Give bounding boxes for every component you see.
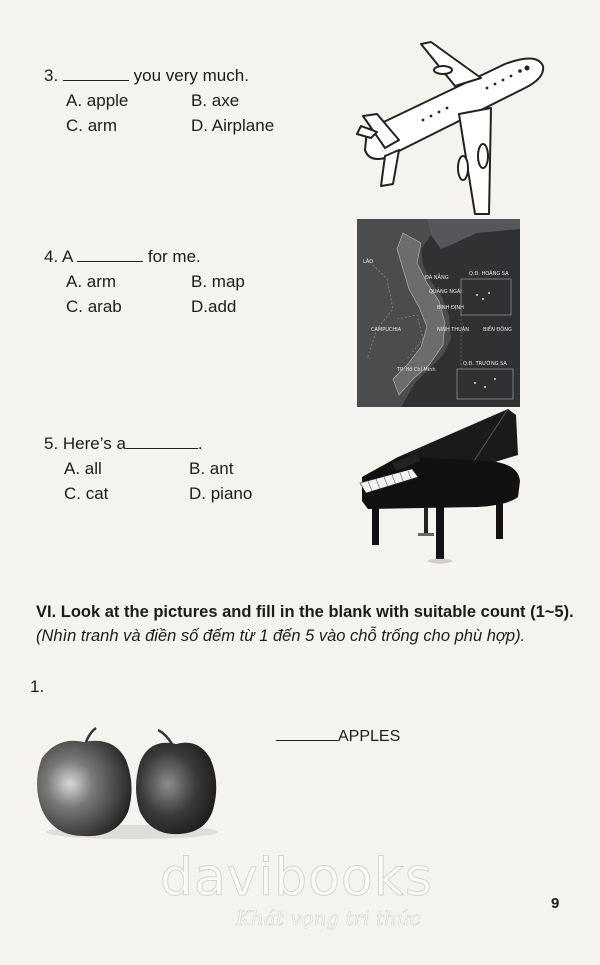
section-title: VI. Look at the pictures and fill in the blank with suitable count (1~5).: [36, 603, 574, 621]
item-1-answer: [276, 726, 400, 746]
two-apples-photo: [36, 726, 220, 842]
question-text: you very much.: [133, 66, 249, 85]
section-instruction-vi: (Nhìn tranh và điền số đếm từ 1 đến 5 vào chỗ trống cho phù hợp).: [36, 627, 526, 645]
option-a[interactable]: A. all: [64, 459, 102, 478]
map-label: NINH THUẬN: [437, 327, 469, 333]
watermark-tagline: Khát vọng tri thức: [236, 906, 421, 930]
map-label: ĐÀ NẴNG: [425, 275, 449, 281]
section-vi-heading: [36, 600, 576, 648]
option-c[interactable]: C. cat: [64, 484, 109, 503]
page-number: 9: [551, 895, 560, 912]
option-d[interactable]: D. Airplane: [191, 116, 275, 135]
item-1-number: 1.: [30, 677, 45, 696]
map-label: LÀO: [363, 259, 374, 265]
question-4-stem: [44, 247, 201, 267]
answer-blank[interactable]: [77, 247, 143, 262]
question-3-stem: [44, 66, 249, 86]
question-text: .: [197, 434, 203, 453]
option-d[interactable]: D. piano: [189, 484, 253, 503]
option-a[interactable]: A. apple: [66, 91, 129, 110]
option-b[interactable]: B. map: [191, 272, 245, 291]
question-number: 3.: [44, 66, 59, 85]
question-number: 4. A: [44, 247, 73, 266]
airplane-illustration: [355, 38, 555, 218]
map-label: TP. Hồ Chí Minh: [397, 367, 436, 373]
question-text: for me.: [147, 247, 201, 266]
answer-blank[interactable]: [126, 434, 198, 449]
option-c[interactable]: C. arab: [66, 297, 122, 316]
map-label: CAMPUCHIA: [371, 327, 402, 333]
answer-blank[interactable]: [63, 66, 129, 81]
option-c[interactable]: C. arm: [66, 116, 117, 135]
map-label: Q.Đ. HOÀNG SA: [469, 271, 509, 277]
option-b[interactable]: B. ant: [189, 459, 234, 478]
question-number: 5. Here’s a: [44, 434, 126, 453]
count-blank[interactable]: [276, 726, 338, 741]
map-label: BIỂN ĐÔNG: [483, 327, 512, 333]
option-d[interactable]: D.add: [191, 297, 237, 316]
watermark-brand: davibooks: [160, 848, 433, 908]
map-label: QUẢNG NGÃI: [429, 289, 462, 295]
grand-piano-photo: [358, 405, 524, 567]
option-b[interactable]: B. axe: [191, 91, 240, 110]
question-5-stem: [44, 434, 203, 454]
option-a[interactable]: A. arm: [66, 272, 117, 291]
map-label: Q.Đ. TRƯỜNG SA: [463, 361, 507, 367]
vietnam-map: [357, 219, 520, 407]
map-label: BÌNH ĐỊNH: [437, 305, 464, 311]
item-1-label: APPLES: [338, 728, 401, 745]
